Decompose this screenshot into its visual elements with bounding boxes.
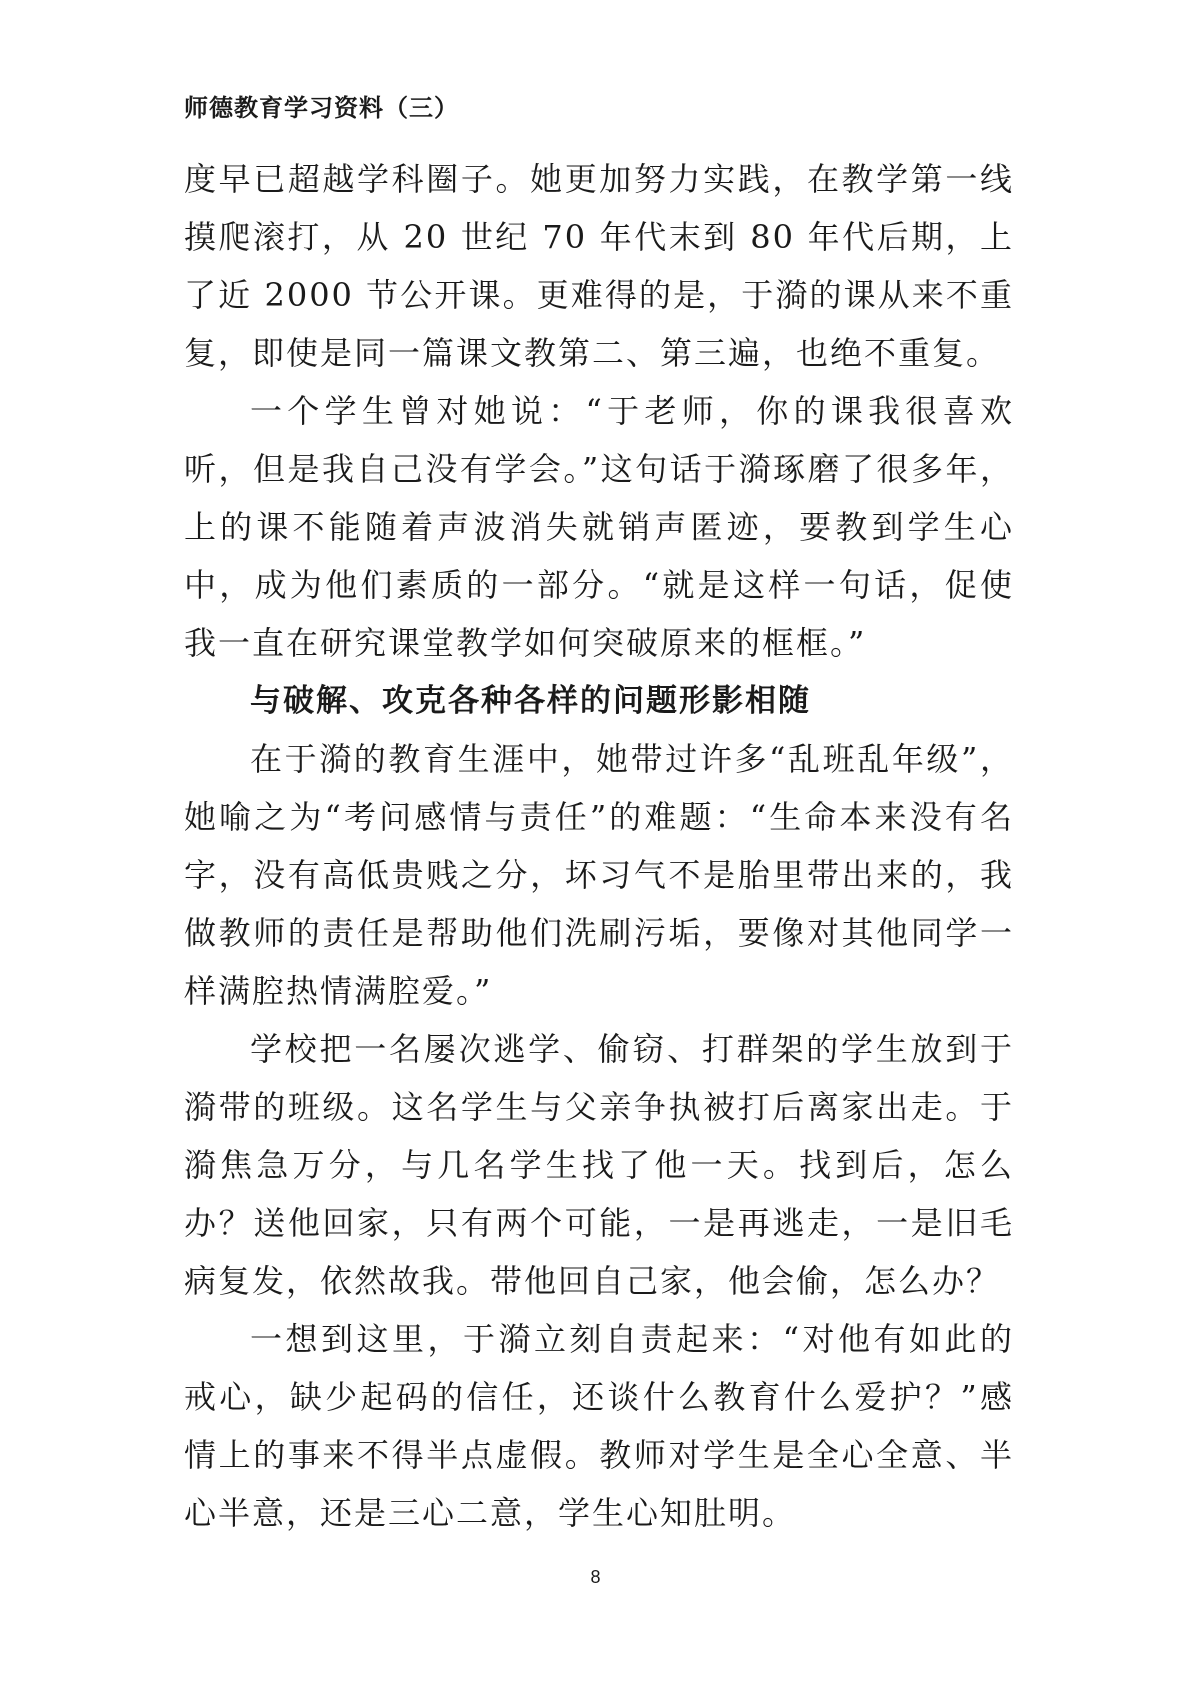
document-header: 师德教育学习资料（三） xyxy=(184,93,459,122)
page-number: 8 xyxy=(590,1567,601,1587)
document-body xyxy=(184,150,1014,1542)
section-heading: 与破解、攻克各种各样的问题形影相随 xyxy=(250,683,811,719)
paragraph: 一想到这里，于漪立刻自责起来：“对他有如此的戒心，缺少起码的信任，还谈什么教育什么爱护？”感情上的事来不得半点虚假。教师对学生是全心全意、半心半意，还是三心二意，学生心知肚明。 xyxy=(184,1320,1014,1532)
paragraph: 学校把一名屡次逃学、偷窃、打群架的学生放到于漪带的班级。这名学生与父亲争执被打后离家出走。于漪焦急万分，与几名学生找了他一天。找到后，怎么办？送他回家，只有两个可能，一是再逃走，一是旧毛病复发，依然故我。带他回自己家，他会偷，怎么办？ xyxy=(184,1030,1014,1300)
paragraph: 在于漪的教育生涯中，她带过许多“乱班乱年级”，她喻之为“考问感情与责任”的难题：“生命本来没有名字，没有高低贵贱之分，坏习气不是胎里带出来的，我做教师的责任是帮助他们洗刷污垢，要像对其他同学一样满腔热情满腔爱。” xyxy=(184,740,1014,1010)
paragraph: 度早已超越学科圈子。她更加努力实践，在教学第一线摸爬滚打，从 20 世纪 70 年代末到 80 年代后期，上了近 2000 节公开课。更难得的是，于漪的课从来不重复，即使是同一篇课文教第二、第三遍，也绝不重复。 xyxy=(184,160,1014,372)
paragraph: 一个学生曾对她说：“于老师，你的课我很喜欢听，但是我自己没有学会。”这句话于漪琢磨了很多年，上的课不能随着声波消失就销声匿迹，要教到学生心中，成为他们素质的一部分。“就是这样一句话，促使我一直在研究课堂教学如何突破原来的框框。” xyxy=(184,392,1014,662)
